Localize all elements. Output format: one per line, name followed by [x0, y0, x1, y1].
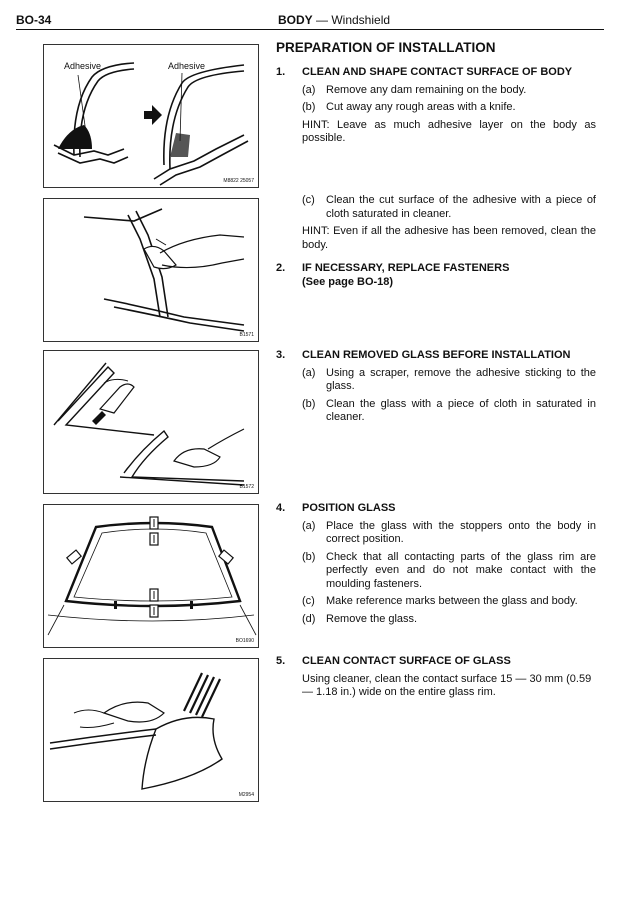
step-title: POSITION GLASS [302, 502, 396, 514]
adhesive-label-left: Adhesive [64, 61, 102, 71]
figure-clean-body [43, 198, 259, 342]
item-label: (d) [302, 612, 316, 625]
figure-id: M8822 25057 [223, 178, 254, 184]
step-1 [276, 66, 596, 146]
item-label: (a) [302, 366, 316, 379]
step-paragraph: Using cleaner, clean the contact surface 15 — 30 mm (0.59 — 1.18 in.) wide on the entire glass rim. [302, 672, 592, 698]
step-1-continued [276, 194, 596, 252]
step-5 [276, 655, 596, 700]
item-label: (a) [302, 83, 316, 96]
item-label: (b) [302, 550, 316, 563]
step-title: IF NECESSARY, REPLACE FASTENERS [302, 262, 510, 274]
step-4 [276, 502, 596, 626]
header-rule [16, 29, 604, 30]
item-text: Cut away any rough areas with a knife. [326, 101, 516, 113]
item-text: Place the glass with the stoppers onto the body in correct position. [326, 519, 596, 545]
step-number: 5. [276, 655, 286, 667]
adhesive-label-right: Adhesive [168, 61, 206, 71]
step-item [276, 398, 596, 425]
step-item [276, 101, 596, 115]
header-separator: — [312, 13, 332, 27]
hint-text: HINT: Even if all the adhesive has been removed, clean the body. [302, 225, 596, 251]
item-text: Check that all contacting parts of the glass rim are perfectly even and do not make contact with the moulding fasteners. [326, 550, 596, 590]
header-title [278, 13, 390, 27]
step-3 [276, 349, 596, 425]
item-text: Clean the glass with a piece of cloth in saturated in cleaner. [326, 397, 596, 423]
item-text: Make reference marks between the glass and body. [326, 595, 578, 607]
step-title: CLEAN REMOVED GLASS BEFORE INSTALLATION [302, 349, 571, 361]
item-label: (c) [302, 194, 315, 206]
step-item [276, 551, 596, 592]
header-section: BODY [278, 13, 313, 27]
item-label: (a) [302, 519, 316, 532]
clean-rim-illustration [44, 659, 258, 801]
item-text: Remove any dam remaining on the body. [326, 83, 527, 96]
step-item [276, 520, 596, 547]
figure-clean-glass [43, 350, 259, 494]
step-2 [276, 262, 596, 289]
section-title: PREPARATION OF INSTALLATION [276, 40, 496, 55]
step-heading [276, 262, 596, 289]
step-heading [276, 655, 596, 669]
step-heading [276, 66, 596, 80]
hint-text: HINT: Leave as much adhesive layer on the body as possible. [302, 118, 596, 144]
item-label: (b) [302, 397, 316, 410]
figure-id: M2954 [238, 792, 254, 798]
item-label: (c) [302, 595, 315, 607]
step-number: 3. [276, 349, 286, 361]
page-code: BO-34 [16, 13, 52, 27]
step-title: CLEAN AND SHAPE CONTACT SURFACE OF BODY [302, 66, 573, 78]
step-heading [276, 349, 596, 363]
step-number: 4. [276, 502, 286, 514]
position-glass-illustration [44, 505, 258, 647]
step-item [276, 194, 596, 221]
page-header [16, 13, 604, 31]
step-number: 2. [276, 262, 286, 274]
figure-id: B1572 [239, 484, 254, 490]
figure-id: B1571 [239, 332, 254, 338]
item-text: Using a scraper, remove the adhesive sticking to the glass. [326, 366, 596, 392]
step-item [276, 595, 596, 609]
step-item [276, 367, 596, 394]
figure-adhesive [43, 44, 259, 188]
step-reference: (See page BO-18) [302, 275, 394, 288]
figure-clean-rim [43, 658, 259, 802]
step-heading [276, 502, 596, 516]
clean-glass-illustration [44, 351, 258, 493]
step-number: 1. [276, 66, 286, 78]
header-subsection: Windshield [331, 13, 391, 27]
step-title: CLEAN CONTACT SURFACE OF GLASS [302, 655, 511, 667]
item-label: (b) [302, 101, 316, 113]
step-item [276, 613, 596, 627]
figure-position-glass [43, 504, 259, 648]
figure-id: BO1690 [235, 638, 254, 644]
clean-body-illustration [44, 199, 258, 341]
item-text: Clean the cut surface of the adhesive with a piece of cloth saturated in cleaner. [326, 194, 596, 220]
step-item [276, 84, 596, 98]
item-text: Remove the glass. [326, 612, 418, 625]
